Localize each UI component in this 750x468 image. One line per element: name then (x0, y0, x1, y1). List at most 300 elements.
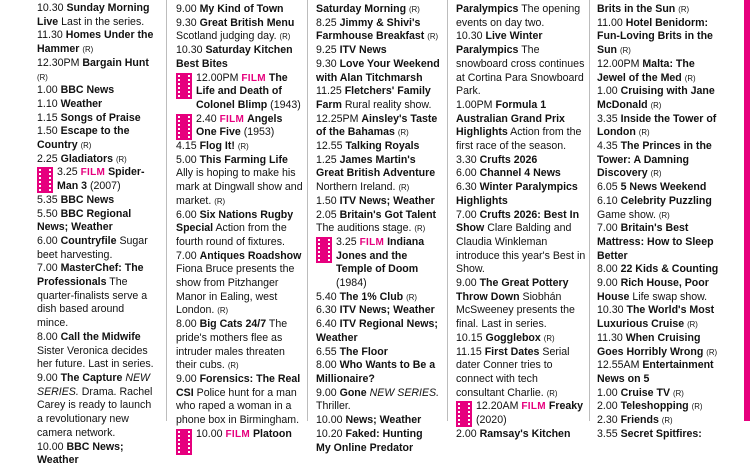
column-divider (307, 0, 308, 421)
programme-listing (316, 154, 440, 195)
programme-title: Homes Under the Hammer (37, 29, 154, 56)
programme-title: This Farming Life (199, 153, 288, 166)
programme-title: Secret Spitfires: (620, 427, 702, 440)
programme-title: ITV Regional News; Weather (316, 318, 438, 344)
programme-title: 22 Kids & Counting (620, 263, 719, 276)
programme-title: The Life and Death of Colonel Blimp (196, 71, 288, 111)
programme-title: Inside the Tower of London (597, 112, 717, 139)
programme-title: 5 News Weekend (620, 181, 707, 194)
programme-description: Ally is hoping to make his mark at Dingwall show and market. (176, 167, 303, 207)
series-flag: NEW SERIES. (369, 386, 440, 399)
programme-listing (597, 113, 722, 140)
programme-listing (456, 428, 586, 442)
programme-title: Formula 1 Australian Grand Prix Highlights (456, 98, 565, 139)
programme-title: Faked: Hunting My Online Predator (316, 427, 423, 454)
programme-description: Last in the series. (61, 15, 145, 28)
programme-listing (456, 167, 586, 181)
programme-time: 6.05 (597, 181, 618, 194)
programme-time: 6.55 (316, 345, 337, 358)
repeat-marker: (R) (397, 128, 409, 138)
programme-time: 7.00 (597, 222, 618, 235)
programme-description: (2020) (476, 414, 507, 427)
programme-time: 12.55 (316, 140, 343, 153)
programme-listing (176, 373, 303, 428)
programme-description: The snowboard cross continues at Cortina Para Snowboard Park. (456, 44, 585, 98)
programme-time: 2.25 (37, 152, 58, 165)
programme-time: 1.00 (597, 386, 618, 399)
listing-column-3-inner (316, 3, 440, 455)
programme-time: 10.30 (597, 304, 624, 317)
programme-listing (597, 414, 722, 428)
programme-listing (597, 263, 722, 277)
programme-listing (316, 58, 440, 85)
programme-listing (597, 428, 722, 442)
programme-description: Thriller. (316, 400, 351, 413)
programme-time: 2.00 (597, 400, 618, 413)
programme-title: Spider-Man 3 (57, 166, 145, 193)
repeat-marker: (R) (227, 361, 239, 371)
film-listing (316, 236, 440, 291)
listing-column-4-inner (456, 3, 586, 442)
programme-listing (456, 30, 586, 99)
programme-listing (37, 98, 154, 112)
programme-time: 9.00 (176, 3, 197, 15)
programme-title: My Kind of Town (199, 3, 284, 15)
film-reel-icon (456, 401, 472, 427)
film-listing (176, 113, 303, 140)
programme-listing (597, 195, 722, 222)
programme-listing (316, 195, 440, 209)
programme-listing (597, 58, 722, 85)
programme-time: 3.30 (456, 153, 477, 166)
programme-title: Cruise TV (620, 386, 671, 399)
repeat-marker: (R) (237, 142, 249, 152)
film-label: FILM (241, 72, 266, 84)
programme-time: 3.25 (57, 166, 78, 179)
programme-time: 1.10 (37, 97, 58, 110)
programme-listing (316, 140, 440, 154)
film-label: FILM (225, 428, 250, 440)
accent-edge-bar (744, 0, 750, 421)
repeat-marker: (R) (406, 292, 417, 302)
listing-column-2-inner (176, 3, 303, 442)
programme-time: 8.00 (316, 359, 337, 372)
programme-title: Ramsay's Kitchen (479, 427, 571, 440)
repeat-marker: (R) (706, 347, 718, 357)
programme-listing (176, 154, 303, 209)
programme-title: BBC News (60, 193, 115, 206)
programme-listing (37, 441, 154, 468)
programme-listing (176, 250, 303, 319)
programme-title: Songs of Praise (60, 111, 141, 124)
programme-title: Indiana Jones and the Temple of Doom (336, 235, 425, 276)
programme-listing (316, 428, 440, 455)
repeat-marker: (R) (427, 32, 439, 42)
programme-time: 11.00 (597, 16, 623, 29)
programme-title: Brits in the Sun (597, 3, 676, 15)
programme-title: Britain's Best Mattress: How to Sleep Better (597, 222, 714, 262)
programme-title: Crufts 2026 (479, 153, 538, 166)
programme-title: Winter Paralympics Highlights (456, 181, 578, 207)
programme-time: 8.25 (316, 16, 337, 29)
programme-time: 10.00 (37, 440, 64, 453)
programme-time: 6.40 (316, 318, 337, 331)
programme-description: Scotland judging day. (176, 30, 277, 43)
programme-listing (456, 181, 586, 208)
programme-time: 9.00 (597, 277, 618, 290)
programme-description: Rural reality show. (344, 98, 432, 111)
film-listing (176, 72, 303, 113)
programme-title: ITV News (339, 44, 387, 57)
programme-title: Britain's Got Talent (339, 208, 437, 221)
repeat-marker: (R) (619, 46, 631, 56)
programme-description: (1953) (243, 126, 275, 139)
programme-time: 10.00 (196, 427, 223, 440)
programme-title: Countryfile (60, 234, 117, 247)
programme-description: The auditions stage. (316, 222, 412, 235)
repeat-marker: (R) (80, 141, 92, 151)
programme-listing (176, 44, 303, 71)
programme-title: Call the Midwife (60, 330, 141, 343)
programme-title: Talking Royals (345, 140, 420, 153)
programme-time: 12.55AM (597, 359, 640, 372)
programme-listing (456, 277, 586, 332)
channel-column-2 (176, 0, 303, 440)
programme-title: Ainsley's Taste of the Bahamas (316, 112, 438, 139)
film-listing (456, 400, 586, 427)
repeat-marker: (R) (279, 32, 291, 42)
programme-title: Who Wants to Be a Millionaire? (316, 359, 436, 385)
programme-title: Saturday Morning (316, 3, 407, 15)
programme-listing (316, 318, 440, 345)
programme-title: Angels One Five (196, 112, 283, 139)
programme-description: Northern Ireland. (316, 181, 396, 194)
programme-time: 7.00 (176, 249, 197, 262)
repeat-marker: (R) (650, 169, 662, 179)
repeat-marker: (R) (658, 210, 670, 220)
programme-title: Entertainment News on 5 (597, 359, 714, 385)
programme-time: 5.50 (37, 207, 58, 220)
programme-listing (456, 99, 586, 154)
programme-title: Saturday Kitchen Best Bites (176, 44, 293, 70)
programme-time: 10.30 (176, 44, 203, 57)
programme-title: Celebrity Puzzling (620, 194, 712, 207)
programme-time: 10.00 (316, 414, 343, 427)
programme-time: 6.10 (597, 194, 618, 207)
repeat-marker: (R) (217, 306, 229, 316)
programme-title: ITV News; Weather (339, 194, 435, 207)
repeat-marker: (R) (214, 196, 226, 206)
programme-title: Channel 4 News (479, 167, 561, 180)
programme-time: 10.20 (316, 427, 343, 440)
programme-title: Escape to the Country (37, 125, 130, 152)
channel-column-1 (37, 0, 154, 467)
programme-listing (316, 17, 440, 44)
film-reel-icon (37, 167, 53, 193)
programme-time: 10.30 (37, 2, 64, 14)
channel-column-3 (316, 0, 440, 454)
programme-title: The Floor (339, 345, 388, 358)
programme-listing (176, 140, 303, 154)
repeat-marker: (R) (409, 5, 420, 14)
repeat-marker: (R) (672, 388, 684, 398)
programme-listing (176, 209, 303, 250)
programme-time: 2.40 (196, 112, 217, 125)
programme-listing (37, 112, 154, 126)
programme-listing (597, 304, 722, 331)
programme-time: 5.35 (37, 193, 58, 206)
programme-listing (597, 17, 722, 58)
programme-title: The World's Most Luxurious Cruise (597, 304, 715, 331)
repeat-marker: (R) (115, 154, 127, 164)
programme-listing (176, 318, 303, 373)
programme-time: 1.00PM (456, 98, 493, 111)
film-listing (37, 166, 154, 193)
programme-listing (316, 359, 440, 386)
programme-listing (37, 235, 154, 262)
series-flag: NEW SERIES. (37, 371, 151, 398)
programme-title: MasterChef: The Professionals (37, 262, 144, 289)
programme-title: BBC Regional News; Weather (37, 207, 132, 234)
programme-listing (456, 209, 586, 278)
repeat-marker: (R) (414, 224, 426, 234)
programme-title: Cruising with Jane McDonald (597, 85, 715, 111)
programme-title: James Martin's Great British Adventure (316, 153, 436, 180)
programme-title: Friends (620, 414, 659, 427)
programme-listing (597, 387, 722, 401)
programme-description: Action from the first race of the season. (456, 126, 582, 153)
programme-listing (176, 17, 303, 44)
programme-listing (597, 140, 722, 181)
programme-title: Fletchers' Family Farm (316, 85, 431, 111)
repeat-marker: (R) (82, 45, 94, 55)
programme-title: When Cruising Goes Horribly Wrong (597, 331, 704, 358)
programme-time: 1.15 (37, 111, 58, 124)
programme-listing (597, 85, 722, 112)
programme-title: BBC News (60, 84, 115, 97)
programme-listing (316, 209, 440, 236)
programme-time: 9.00 (37, 371, 58, 384)
programme-title: The Capture (60, 371, 123, 384)
channel-column-4 (456, 0, 586, 440)
programme-listing (597, 277, 722, 304)
programme-time: 1.50 (37, 125, 58, 138)
programme-time: 3.35 (597, 112, 618, 125)
repeat-marker: (R) (546, 388, 558, 398)
programme-title: The Princes in the Tower: A Damning Discovery (597, 140, 712, 180)
repeat-marker: (R) (684, 73, 696, 83)
programme-title: News; Weather (345, 414, 422, 427)
programme-listing (597, 3, 722, 17)
film-listing (176, 428, 303, 442)
programme-description: Life swap show. (632, 290, 708, 303)
programme-listing (316, 346, 440, 360)
programme-listing (456, 3, 586, 30)
programme-listing (316, 85, 440, 112)
programme-description: (1984) (336, 277, 367, 290)
programme-listing (316, 44, 440, 58)
programme-time: 5.40 (316, 290, 337, 303)
programme-listing (456, 346, 586, 401)
programme-listing (37, 208, 154, 235)
programme-listing (37, 2, 154, 29)
programme-time: 12.20AM (476, 400, 519, 413)
programme-description: Sugar beet harvesting. (37, 234, 148, 261)
programme-time: 12.00PM (196, 71, 239, 84)
programme-listing (37, 84, 154, 98)
programme-listing (456, 332, 586, 346)
programme-description: Drama. Rachel Carey is ready to launch a revolutionary new camera network. (37, 385, 153, 439)
programme-description: (2007) (89, 180, 121, 193)
programme-time: 9.00 (456, 277, 477, 290)
column-divider (166, 0, 167, 421)
programme-listing (37, 372, 154, 441)
programme-listing (597, 222, 722, 263)
programme-time: 6.30 (316, 304, 337, 317)
programme-title: Bargain Hunt (82, 56, 149, 69)
programme-title: Six Nations Rugby Special (176, 208, 294, 235)
programme-description: Serial dater Conner tries to connect with tech consultant Charlie. (456, 345, 570, 399)
programme-title: Live Winter Paralympics (456, 30, 543, 57)
programme-title: Hotel Benidorm: Fun-Loving Brits in the Sun (597, 16, 713, 57)
programme-time: 2.05 (316, 208, 337, 221)
programme-title: Crufts 2026: Best In Show (456, 208, 580, 235)
programme-description: Police hunt for a man who raped a woman in a phone box in Birmingham. (176, 386, 300, 427)
programme-time: 12.30PM (37, 56, 80, 69)
programme-description: The opening events on day two. (456, 3, 581, 29)
film-label: FILM (80, 167, 106, 179)
programme-description: (1943) (270, 98, 301, 111)
programme-time: 9.00 (176, 372, 197, 385)
programme-title: Forensics: The Real CSI (176, 372, 301, 399)
programme-description: Game show. (597, 208, 656, 221)
film-reel-icon (176, 73, 192, 99)
programme-time: 7.00 (37, 262, 58, 275)
programme-time: 12.00PM (597, 57, 640, 70)
programme-time: 6.30 (456, 181, 477, 194)
programme-title: Paralympics (456, 3, 519, 15)
programme-listing (316, 304, 440, 318)
programme-time: 6.00 (456, 167, 477, 180)
programme-time: 1.00 (597, 85, 618, 98)
column-divider (447, 0, 448, 421)
programme-title: Platoon (252, 427, 292, 440)
listing-column-1-inner (37, 2, 154, 468)
programme-time: 4.35 (597, 140, 618, 153)
programme-time: 8.00 (176, 318, 197, 331)
film-reel-icon (316, 237, 332, 263)
programme-title: Teleshopping (620, 400, 689, 413)
programme-listing (316, 3, 440, 17)
programme-listing (37, 262, 154, 331)
programme-time: 11.30 (37, 29, 63, 42)
repeat-marker: (R) (687, 320, 698, 330)
programme-time: 3.25 (336, 235, 357, 248)
repeat-marker: (R) (678, 5, 690, 14)
programme-listing (597, 400, 722, 414)
programme-listing (176, 3, 303, 17)
film-label: FILM (359, 236, 385, 248)
programme-title: ITV News; Weather (339, 304, 435, 317)
programme-listing (597, 332, 722, 359)
programme-time: 9.30 (316, 57, 337, 70)
repeat-marker: (R) (37, 72, 48, 82)
programme-time: 9.00 (316, 386, 337, 399)
programme-listing (37, 57, 154, 84)
programme-time: 8.00 (37, 330, 58, 343)
programme-title: Jimmy & Shivi's Farmhouse Breakfast (316, 16, 425, 43)
programme-description: The pride's mothers flee as intruder males threaten their cubs. (176, 318, 288, 372)
programme-time: 1.25 (316, 153, 337, 166)
programme-description: Fiona Bruce presents the show from Pitzhanger Manor in Ealing, west London. (176, 263, 295, 317)
programme-title: First Dates (484, 345, 540, 358)
programme-time: 11.30 (597, 331, 623, 344)
programme-time: 2.30 (597, 414, 618, 427)
programme-time: 3.55 (597, 427, 618, 440)
programme-time: 1.00 (37, 84, 58, 97)
programme-listing (316, 113, 440, 140)
programme-time: 12.25PM (316, 112, 359, 125)
programme-listing (597, 181, 722, 195)
programme-description: Action from the fourth round of fixtures. (176, 222, 287, 248)
film-label: FILM (219, 113, 245, 125)
repeat-marker: (R) (650, 100, 662, 110)
programme-title: Malta: The Jewel of the Med (597, 57, 695, 84)
film-reel-icon (176, 429, 192, 455)
programme-description: The quarter-finalists serve a dish based around mince. (37, 276, 148, 330)
channel-column-5 (597, 0, 722, 440)
programme-time: 11.25 (316, 85, 342, 98)
programme-title: Flog It! (199, 140, 235, 153)
programme-listing (597, 359, 722, 386)
programme-time: 5.00 (176, 153, 197, 166)
programme-listing (37, 331, 154, 372)
repeat-marker: (R) (691, 402, 703, 412)
programme-time: 7.00 (456, 208, 477, 221)
column-divider (589, 0, 590, 421)
programme-time: 1.50 (316, 194, 337, 207)
programme-title: BBC News; Weather (37, 440, 124, 467)
listing-column-5-inner (597, 3, 722, 442)
programme-time: 9.25 (316, 44, 337, 57)
programme-title: Gone (339, 386, 367, 399)
programme-time: 4.15 (176, 140, 197, 153)
programme-title: Weather (60, 97, 103, 110)
programme-title: Sunday Morning Live (37, 2, 150, 28)
film-reel-icon (176, 114, 192, 140)
programme-listing (316, 387, 440, 414)
programme-listing (37, 29, 154, 56)
programme-time: 10.15 (456, 331, 483, 344)
programme-title: Antiques Roadshow (199, 249, 302, 262)
programme-listing (37, 125, 154, 152)
programme-title: Love Your Weekend with Alan Titchmarsh (316, 57, 440, 84)
programme-title: Freaky (548, 400, 584, 413)
programme-title: The 1% Club (339, 290, 404, 303)
programme-description: Clare Balding and Claudia Winkleman introduce this year's Best in Show. (456, 222, 586, 276)
programme-listing (37, 153, 154, 167)
programme-listing (316, 291, 440, 305)
programme-title: The Great Pottery Throw Down (456, 277, 569, 303)
programme-title: Great British Menu (199, 16, 295, 29)
programme-time: 10.30 (456, 30, 483, 43)
repeat-marker: (R) (638, 128, 650, 138)
programme-title: Gladiators (60, 152, 113, 165)
programme-time: 8.00 (597, 263, 618, 276)
film-label: FILM (521, 401, 546, 413)
programme-title: Rich House, Poor House (597, 277, 709, 303)
programme-listing (316, 414, 440, 428)
